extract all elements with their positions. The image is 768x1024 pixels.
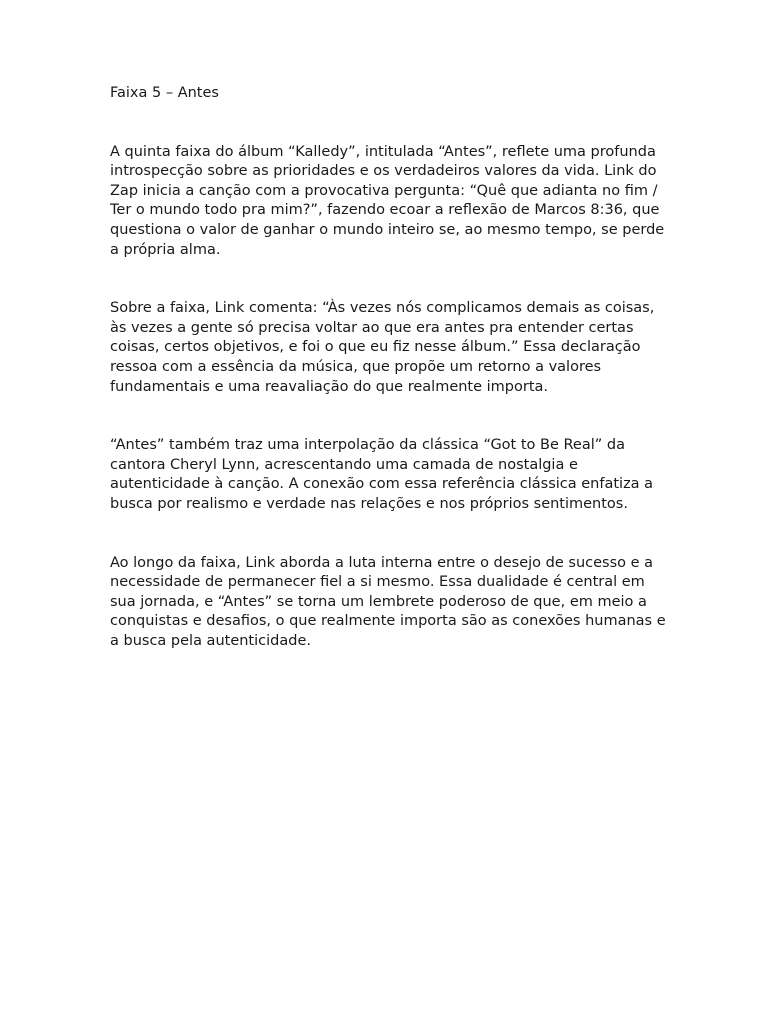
paragraph-4: Ao longo da faixa, Link aborda a luta interna entre o desejo de sucesso e a necessidade de permanecer fiel a si mesmo. Essa dualidade é central em sua jornada, e “Antes” se torna um lembrete poderoso de que, em meio a conquistas e desafios, o que realmente importa são as conexões humanas e a busca pela autenticidade. bbox=[110, 554, 666, 649]
paragraph-3: “Antes” também traz uma interpolação da clássica “Got to Be Real” da cantora Cheryl Lynn, acrescentando uma camada de nostalgia e autenticidade à canção. A conexão com essa referência clássica enfatiza a busca por realismo e verdade nas relações e nos próprios sentimentos. bbox=[110, 437, 654, 512]
paragraph-2: Sobre a faixa, Link comenta: “Às vezes nós complicamos demais as coisas, às vezes a gente só precisa voltar ao que era antes pra entender certas coisas, certos objetivos, e foi o que eu fiz nesse álbum.” Essa declaração ressoa com a essência da música, que propõe um retorno a valores fundamentais e uma reavaliação do que realmente importa. bbox=[110, 300, 655, 395]
paragraph-1: A quinta faixa do álbum “Kalledy”, intitulada “Antes”, reflete uma profunda introspecção sobre as prioridades e os verdadeiros valores da vida. Link do Zap inicia a canção com a provocativa pergunta: “Quê que adianta no fim / Ter o mundo todo pra mim?”, fazendo ecoar a reflexão de Marcos 8:36, que questiona o valor de ganhar o mundo inteiro se, ao mesmo tempo, se perde a própria alma. bbox=[110, 143, 665, 258]
document-title: Faixa 5 – Antes bbox=[110, 85, 219, 101]
document-page bbox=[110, 84, 670, 690]
